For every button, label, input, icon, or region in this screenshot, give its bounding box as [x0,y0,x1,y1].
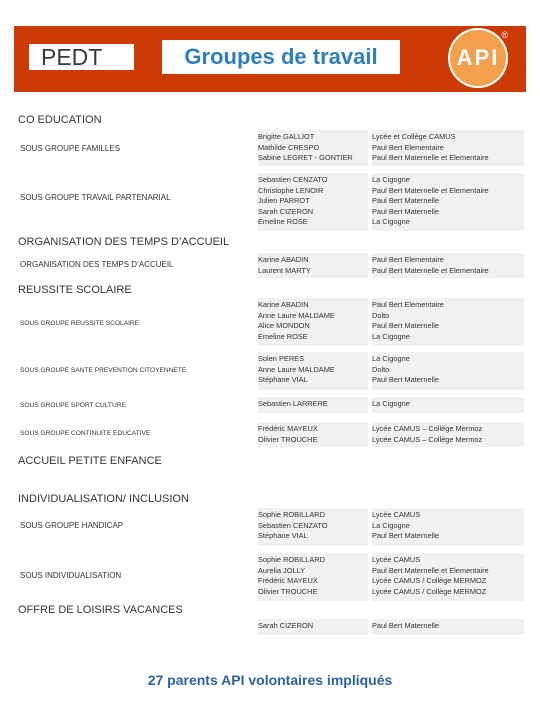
place-name: Paul Bert Maternelle [372,196,439,206]
place-name: Lycée CAMUS / Collège MERMOZ [372,586,487,596]
place-name: Paul Bert Maternelle et Elementaire [372,565,489,575]
person-name: Solen PERES [258,354,305,363]
place-name: Paul Bert Maternelle et Elementaire [372,153,489,163]
row-label-sante: SOUS GROUPE SANTE PREVENTION CITOYENNETE [20,367,187,374]
person-name: Sophie ROBILLARD [258,510,325,519]
places-cell [372,173,524,231]
place-name: Paul Bert Maternelle [372,375,439,385]
person-name: Julien PARROT [258,196,310,206]
person-name: Sebastien LARRERE [258,399,328,408]
person-name: Emeline ROSE [258,331,308,341]
page-title: Groupes de travail [162,40,400,74]
places-cell [372,352,524,390]
row-label-handicap: SOUS GROUPE HANDICAP [20,521,124,530]
place-name: La Cigogne [372,354,410,363]
person-name: Anne Laure MALDAME [258,310,335,320]
person-name: Sophie ROBILLARD [258,555,325,564]
place-name: Lycée CAMUS / Collège MERMOZ [372,576,487,586]
places-cell [372,298,524,346]
places-cell [372,619,524,635]
place-name: Paul Bert Maternelle [372,206,439,216]
person-name: Frédéric MAYEUX [258,576,318,586]
person-name: Olivier TROUCHE [258,434,318,444]
row-label-individualisation: SOUS INDIVIDUALISATION [20,571,122,580]
person-name: Brigitte GALLIOT [258,132,315,141]
pedt-label: PEDT [29,44,134,70]
person-name: Stéphane VIAL [258,375,308,385]
footer-note: 27 parents API volontaires impliqués [147,672,393,688]
place-name: La Cigogne [372,331,410,341]
registered-mark: ® [501,30,508,40]
place-name: Lycée et Collège CAMUS [372,132,456,141]
row-label-sport: SOUS GROUPE SPORT CULTURE [20,402,126,409]
places-cell [372,553,524,601]
person-name: Christophe LENOIR [258,185,324,195]
person-name: Anne Laure MALDAME [258,364,335,374]
person-name: Sarah CIZERON [258,206,314,216]
person-name: Alice MONDON [258,321,310,331]
section-individualisation: INDIVIDUALISATION/ INCLUSION [18,493,189,505]
people-cell [258,298,368,346]
place-name: La Cigogne [372,175,410,184]
place-name: Paul Bert Maternelle [372,321,439,331]
person-name: Emeline ROSE [258,217,308,227]
person-name: Sarah CIZERON [258,621,314,630]
section-loisirs: OFFRE DE LOISIRS VACANCES [18,604,183,616]
people-cell [258,253,368,278]
people-cell [258,130,368,166]
place-name: Paul Bert Maternelle et Elementaire [372,265,489,275]
person-name: Sebastien CENZATO [258,175,328,184]
person-name: Frédéric MAYEUX [258,424,318,433]
person-name: Mathilde CRESPO [258,142,320,152]
place-name: La Cigogne [372,217,410,227]
places-cell [372,422,524,447]
person-name: Sebastien CENZATO [258,520,328,530]
person-name: Olivier TROUCHE [258,586,318,596]
places-cell [372,397,524,413]
section-reussite: REUSSITE SCOLAIRE [18,284,132,296]
person-name: Sabine LEGRET - GONTIER [258,153,353,163]
place-name: La Cigogne [372,520,410,530]
places-cell [372,253,524,278]
row-label-partenarial: SOUS GROUPE TRAVAIL PARTENARIAL [20,193,171,202]
section-organisation: ORGANISATION DES TEMPS D’ACCUEIL [18,236,230,248]
person-name: Stéphane VIAL [258,531,308,541]
place-name: Paul Bert Maternelle [372,531,439,541]
place-name: Dolto [372,310,390,320]
place-name: Paul Bert Maternelle et Elementaire [372,185,489,195]
place-name: Lycée CAMUS [372,510,421,519]
row-label-continuite: SOUS GROUPE CONTINUITE EDUCATIVE [20,430,151,437]
place-name: Lycée CAMUS [372,555,421,564]
person-name: Aurelia JOLLY [258,565,306,575]
place-name: Paul Bert Elementaire [372,300,444,309]
place-name: Lycée CAMUS – Collège Mermoz [372,424,483,433]
section-co-education: CO EDUCATION [18,114,102,126]
section-petite-enfance: ACCUEIL PETITE ENFANCE [18,455,162,467]
people-cell [258,422,368,447]
api-logo-text: API [456,45,500,70]
row-label-reussite: SOUS GROUPE REUSSITE SCOLAIRE [20,320,140,327]
person-name: Karine ABADIN [258,300,309,309]
people-cell [258,619,368,635]
place-name: Paul Bert Maternelle [372,621,439,630]
header-banner [14,26,526,92]
people-cell [258,352,368,390]
places-cell [372,508,524,546]
people-cell [258,553,368,601]
person-name: Karine ABADIN [258,255,309,264]
place-name: Paul Bert Elementaire [372,142,444,152]
person-name: Laurent MARTY [258,265,311,275]
people-cell [258,173,368,231]
row-label-familles: SOUS GROUPE FAMILLES [20,144,121,153]
people-cell [258,397,368,413]
place-name: La Cigogne [372,399,410,408]
api-logo [448,28,508,88]
place-name: Lycée CAMUS – Collège Mermoz [372,434,483,444]
people-cell [258,508,368,546]
row-label-organisation: ORGANISATION DES TEMPS D’ACCUEIL [20,260,174,269]
places-cell [372,130,524,166]
place-name: Paul Bert Elementaire [372,255,444,264]
place-name: Dolto [372,364,390,374]
